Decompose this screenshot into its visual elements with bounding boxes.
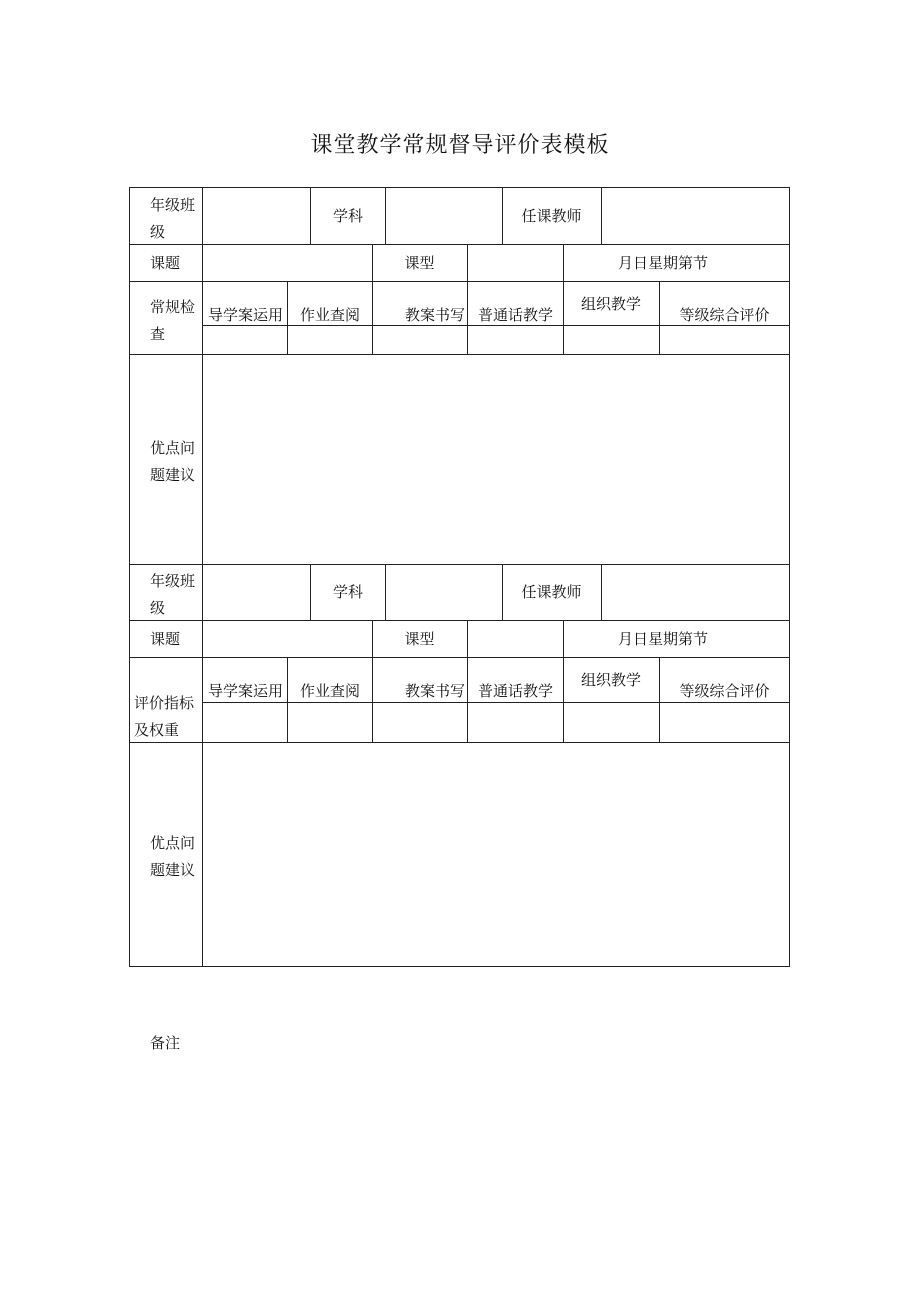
subject-label: 学科 xyxy=(332,583,363,601)
page-title: 课堂教学常规督导评价表模板 xyxy=(310,133,610,158)
topic-field[interactable] xyxy=(203,245,372,281)
item-overall-grade: 等级综合评价 xyxy=(679,306,770,324)
remarks-label: 备注 xyxy=(150,1034,181,1052)
lesson-type-field[interactable] xyxy=(468,245,563,281)
item-mandarin-teaching: 普通话教学 xyxy=(477,306,553,324)
lesson-type-label: 课型 xyxy=(404,254,435,272)
date-period-label: 月日星期第节 xyxy=(617,254,708,272)
subject-field[interactable] xyxy=(386,565,502,620)
item-homework-check: 作业查阅 xyxy=(299,682,360,700)
comments-label: 优点问题建议 xyxy=(150,439,196,484)
lesson-type-label: 课型 xyxy=(404,630,435,648)
subject-label: 学科 xyxy=(332,207,363,225)
grade-class-label: 年级班级 xyxy=(150,572,196,617)
item-lesson-plan: 教案书写 xyxy=(404,306,465,324)
item-homework-check: 作业查阅 xyxy=(299,306,360,324)
topic-label: 课题 xyxy=(150,254,181,272)
item-mandarin-teaching: 普通话教学 xyxy=(477,682,553,700)
grade-class-field[interactable] xyxy=(203,188,310,244)
comments-field[interactable] xyxy=(203,743,789,966)
evaluation-criteria-label: 评价指标及权重 xyxy=(134,694,195,739)
teacher-field[interactable] xyxy=(602,565,789,620)
grade-class-field[interactable] xyxy=(203,565,310,620)
item-class-organization: 组织教学 xyxy=(580,295,641,313)
lesson-type-field[interactable] xyxy=(468,621,563,657)
teacher-field[interactable] xyxy=(602,188,789,244)
topic-field[interactable] xyxy=(203,621,372,657)
date-period-label: 月日星期第节 xyxy=(617,630,708,648)
grade-class-label: 年级班级 xyxy=(150,196,196,241)
topic-label: 课题 xyxy=(150,630,181,648)
teacher-label: 任课教师 xyxy=(521,583,582,601)
routine-check-label: 常规检查 xyxy=(150,298,196,343)
comments-field[interactable] xyxy=(203,355,789,564)
subject-field[interactable] xyxy=(386,188,502,244)
item-lesson-plan: 教案书写 xyxy=(404,682,465,700)
item-overall-grade: 等级综合评价 xyxy=(679,682,770,700)
comments-label: 优点问题建议 xyxy=(150,834,196,879)
item-study-guide: 导学案运用 xyxy=(207,306,283,324)
item-study-guide: 导学案运用 xyxy=(207,682,283,700)
item-class-organization: 组织教学 xyxy=(580,671,641,689)
teacher-label: 任课教师 xyxy=(521,207,582,225)
